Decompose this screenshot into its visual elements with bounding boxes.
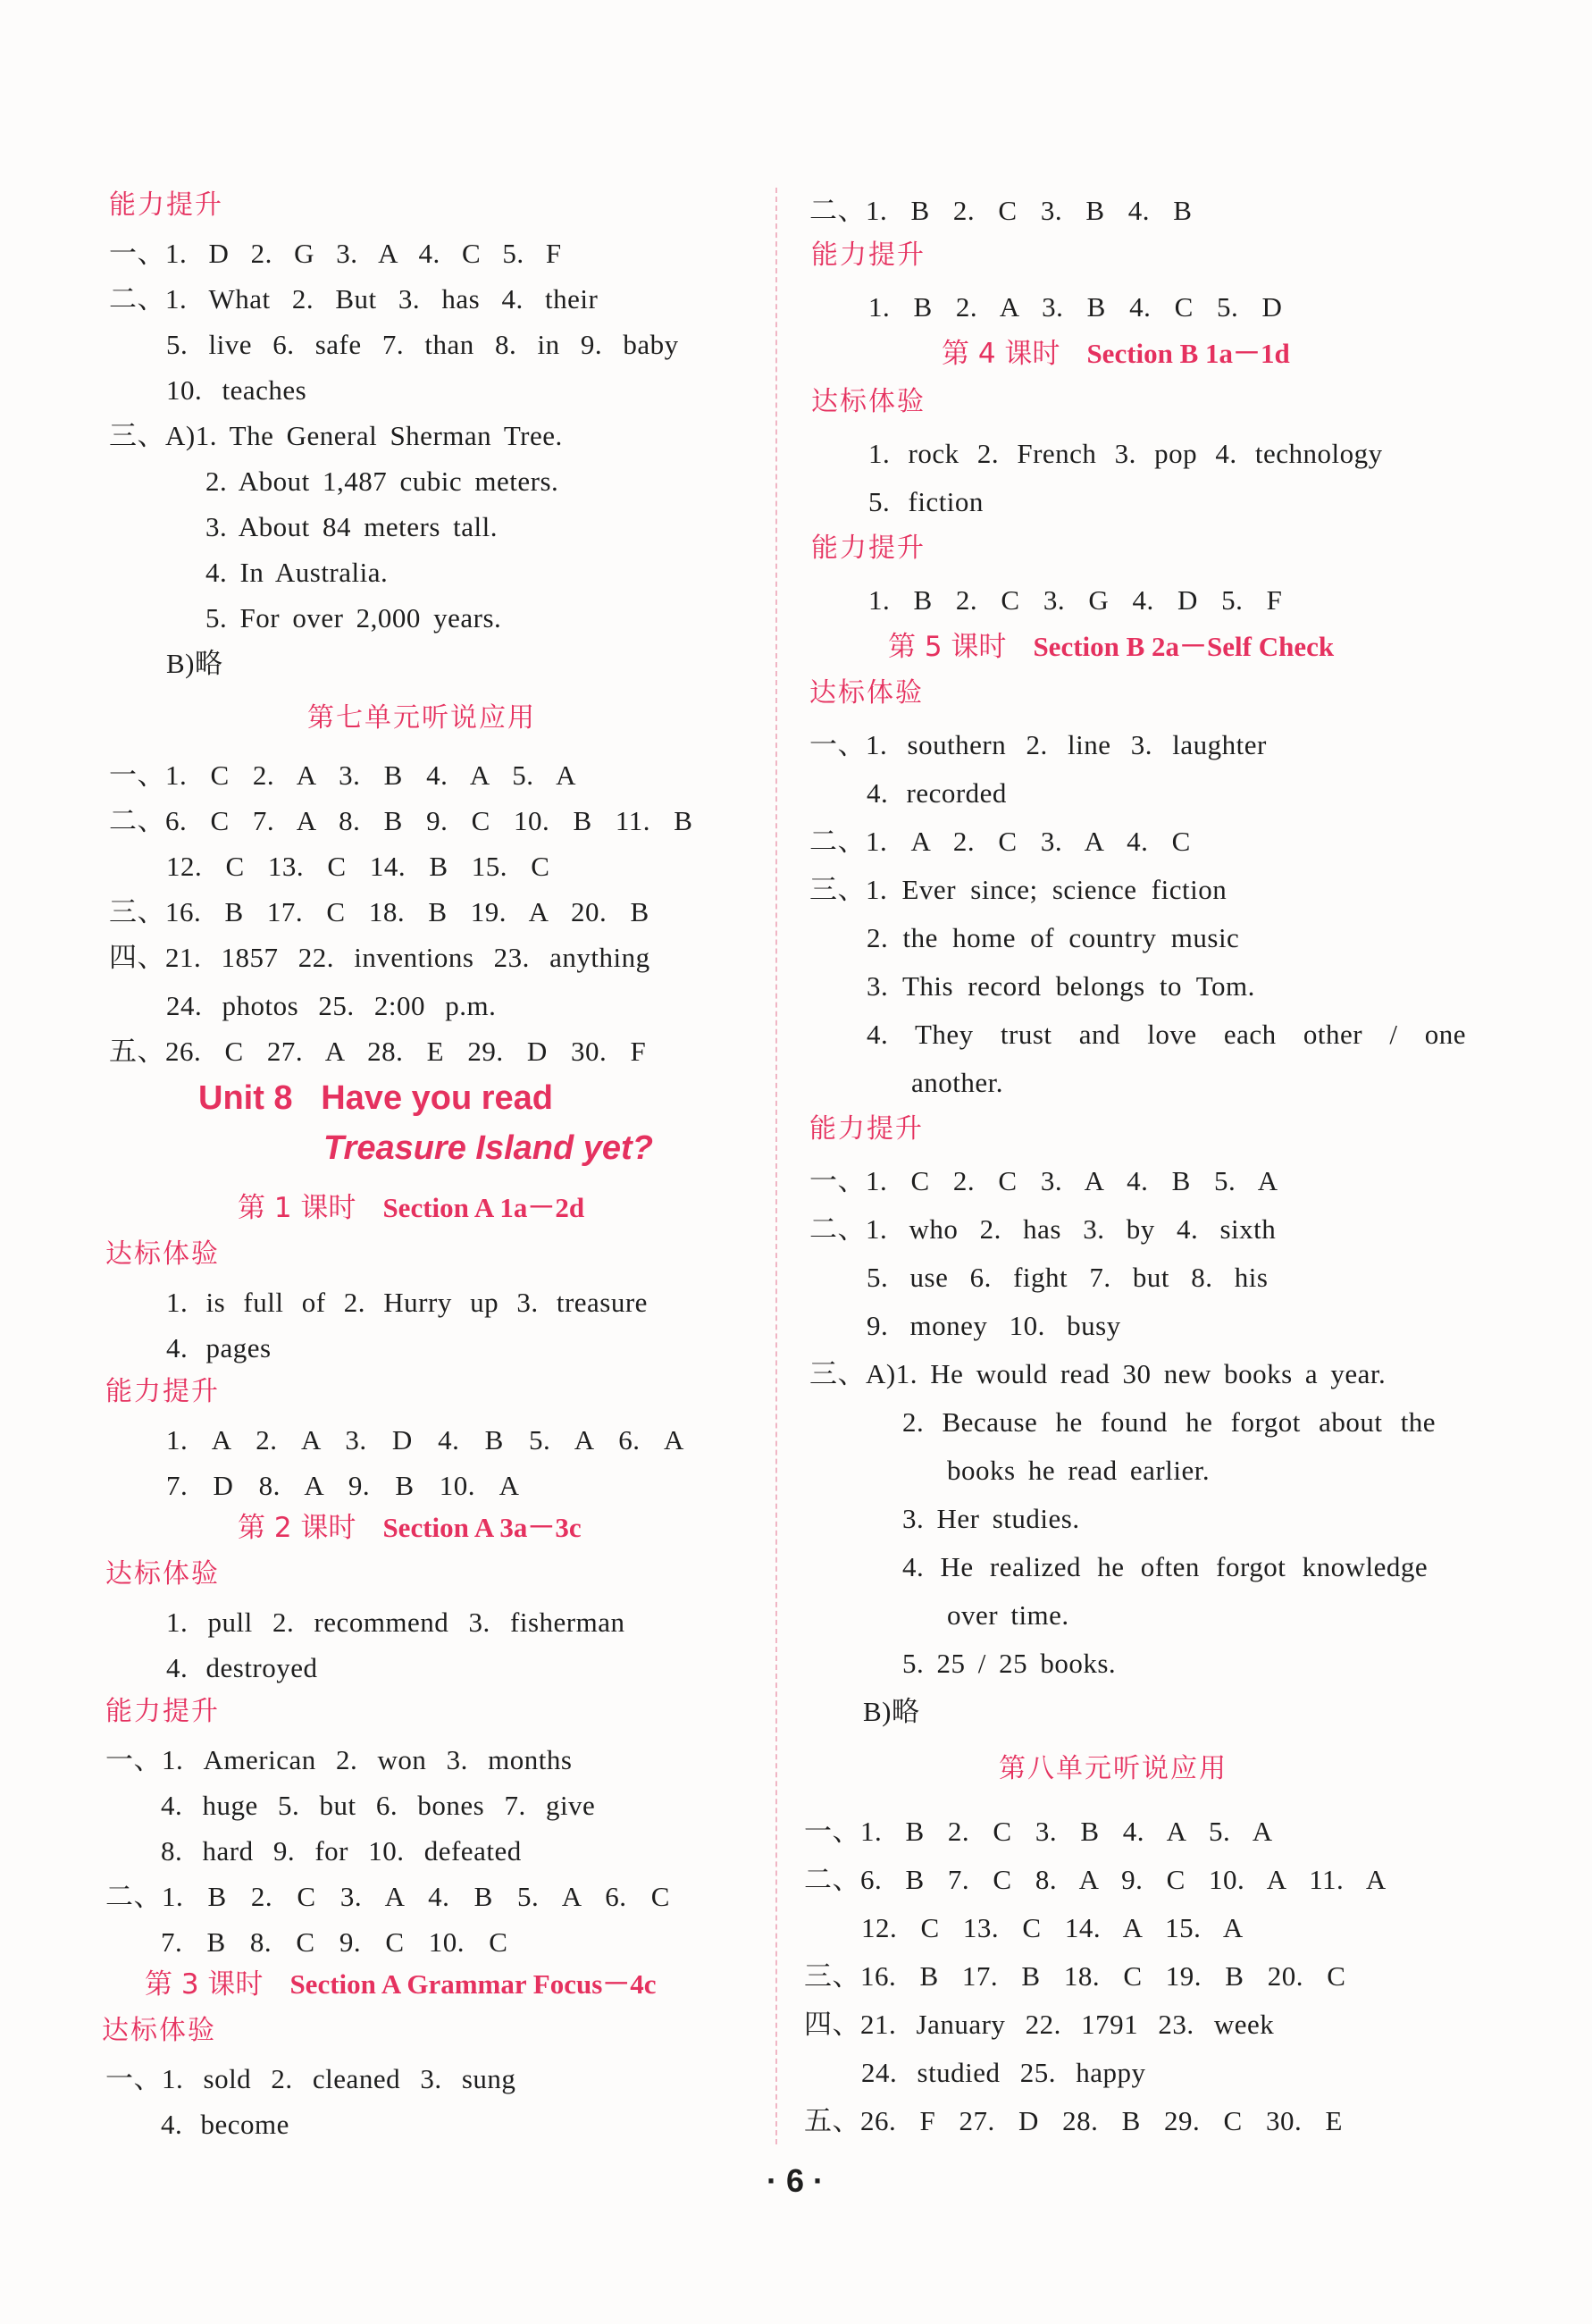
answer-line: 一、1. B 2. C 3. B 4. A 5. A <box>804 1816 1273 1847</box>
answer-line: 3. Her studies. <box>902 1503 1080 1534</box>
answer-line: 7. D 8. A 9. B 10. A <box>166 1470 520 1501</box>
answer-line: 10. teaches <box>166 374 307 406</box>
answer-line: 4. huge 5. but 6. bones 7. give <box>161 1790 596 1821</box>
lesson-section: Section A 3a－3c <box>382 1512 582 1543</box>
section-label: 达标体验 <box>105 1558 220 1590</box>
answer-line: 一、1. southern 2. line 3. laughter <box>809 729 1267 760</box>
answer-line: 三、A)1. He would read 30 new books a year. <box>809 1358 1387 1389</box>
lesson-number: 第 2 课时 <box>238 1512 356 1544</box>
answer-line: over time. <box>947 1599 1069 1631</box>
answer-line: 1. is full of 2. Hurry up 3. treasure <box>166 1287 648 1318</box>
lesson-number: 第 4 课时 <box>942 338 1060 370</box>
lesson-number: 第 1 课时 <box>238 1192 356 1224</box>
answer-line: 二、1. What 2. But 3. has 4. their <box>109 283 599 315</box>
lesson-heading <box>942 336 1290 372</box>
answer-line: 3. About 84 meters tall. <box>205 511 499 542</box>
section-label: 能力提升 <box>105 1376 220 1407</box>
answer-line: 24. studied 25. happy <box>861 2057 1146 2088</box>
answer-line: 二、1. B 2. C 3. B 4. B <box>809 195 1193 226</box>
lesson-section: Section A Grammar Focus－4c <box>289 1968 657 2000</box>
lesson-section: Section A 1a－2d <box>382 1192 585 1223</box>
answer-line: 4. They trust and love each other / one <box>867 1019 1466 1050</box>
answer-line: 1. B 2. A 3. B 4. C 5. D <box>868 291 1283 323</box>
page-number: · 6 · <box>766 2162 824 2199</box>
answer-line: 五、26. F 27. D 28. B 29. C 30. E <box>804 2105 1343 2136</box>
answer-line: 三、16. B 17. B 18. C 19. B 20. C <box>804 1960 1346 1992</box>
answer-line: 4. In Australia. <box>205 557 389 588</box>
answer-line: 1. B 2. C 3. G 4. D 5. F <box>868 584 1283 616</box>
section-label: 达标体验 <box>809 677 924 709</box>
answer-line: 1. rock 2. French 3. pop 4. technology <box>868 438 1383 469</box>
answer-line: 三、A)1. The General Sherman Tree. <box>109 420 563 451</box>
answer-line: 4. destroyed <box>166 1652 318 1683</box>
answer-line: 4. He realized he often forgot knowledge <box>902 1551 1429 1582</box>
unit-title-book: Treasure Island yet? <box>323 1129 653 1167</box>
section-label: 能力提升 <box>811 533 926 564</box>
lesson-section: Section B 2a－Self Check <box>1033 631 1335 662</box>
answer-line: 5. fiction <box>868 486 984 517</box>
lesson-section: Section B 1a－1d <box>1086 338 1290 369</box>
answer-line: 2. the home of country music <box>867 922 1240 953</box>
answer-line: 三、16. B 17. C 18. B 19. A 20. B <box>109 896 649 927</box>
answer-line: 12. C 13. C 14. B 15. C <box>166 851 550 882</box>
unit-title: Unit 8 Have you read <box>198 1079 554 1117</box>
answer-line: B)略 <box>166 648 223 679</box>
answer-line: 8. hard 9. for 10. defeated <box>161 1835 522 1867</box>
answer-line: 一、1. sold 2. cleaned 3. sung <box>105 2063 516 2094</box>
answer-line: 12. C 13. C 14. A 15. A <box>861 1912 1244 1943</box>
answer-line: 4. become <box>161 2109 289 2140</box>
answer-line: 1. pull 2. recommend 3. fisherman <box>166 1607 625 1638</box>
answer-line: 一、1. D 2. G 3. A 4. C 5. F <box>109 238 562 269</box>
answer-line: 2. Because he found he forgot about the <box>902 1406 1437 1438</box>
section-label: 能力提升 <box>109 189 223 221</box>
answer-line: 四、21. 1857 22. inventions 23. anything <box>109 942 650 973</box>
lesson-number: 第 5 课时 <box>888 631 1007 663</box>
lesson-heading <box>238 1510 582 1546</box>
answer-line: 三、1. Ever since; science fiction <box>809 874 1228 905</box>
answer-line: 五、26. C 27. A 28. E 29. D 30. F <box>109 1036 647 1067</box>
answer-line: 一、1. C 2. A 3. B 4. A 5. A <box>109 759 576 791</box>
answer-line: 5. 25 / 25 books. <box>902 1648 1117 1679</box>
answer-line: 7. B 8. C 9. C 10. C <box>161 1926 508 1958</box>
lesson-heading <box>888 629 1334 665</box>
answer-line: 1. A 2. A 3. D 4. B 5. A 6. A <box>166 1424 684 1456</box>
section-label: 达标体验 <box>105 1238 220 1270</box>
answer-line: 5. For over 2,000 years. <box>205 602 502 633</box>
answer-line: 四、21. January 22. 1791 23. week <box>804 2009 1275 2040</box>
answer-line: 2. About 1,487 cubic meters. <box>205 466 559 497</box>
lesson-heading <box>145 1967 657 2002</box>
answer-line: 9. money 10. busy <box>867 1310 1121 1341</box>
section-label: 达标体验 <box>102 2015 216 2046</box>
answer-line: 二、1. B 2. C 3. A 4. B 5. A 6. C <box>105 1881 670 1912</box>
answer-line: 一、1. American 2. won 3. months <box>105 1744 573 1775</box>
unit-listening-heading: 第八单元听说应用 <box>999 1753 1228 1784</box>
answer-line: 4. recorded <box>867 777 1007 809</box>
section-label: 能力提升 <box>811 239 926 271</box>
answer-line: 二、6. C 7. A 8. B 9. C 10. B 11. B <box>109 805 693 836</box>
answer-line: books he read earlier. <box>947 1455 1211 1486</box>
column-divider <box>775 188 777 2144</box>
answer-line: 24. photos 25. 2:00 p.m. <box>166 990 497 1021</box>
answer-line: 一、1. C 2. C 3. A 4. B 5. A <box>809 1165 1278 1196</box>
answer-line: 4. pages <box>166 1332 272 1363</box>
answer-line: B)略 <box>863 1696 920 1727</box>
answer-line: 二、1. who 2. has 3. by 4. sixth <box>809 1213 1277 1245</box>
answer-line: 二、6. B 7. C 8. A 9. C 10. A 11. A <box>804 1864 1387 1895</box>
section-label: 达标体验 <box>811 386 926 417</box>
section-label: 能力提升 <box>809 1113 924 1145</box>
unit-listening-heading: 第七单元听说应用 <box>307 702 536 734</box>
answer-line: 5. use 6. fight 7. but 8. his <box>867 1262 1269 1293</box>
section-label: 能力提升 <box>105 1696 220 1727</box>
answer-line: 5. live 6. safe 7. than 8. in 9. baby <box>166 329 679 360</box>
answer-line: 二、1. A 2. C 3. A 4. C <box>809 826 1191 857</box>
answer-line: 3. This record belongs to Tom. <box>867 970 1255 1002</box>
answer-line: another. <box>911 1067 1003 1098</box>
lesson-number: 第 3 课时 <box>145 1968 264 2001</box>
lesson-heading <box>238 1190 584 1226</box>
